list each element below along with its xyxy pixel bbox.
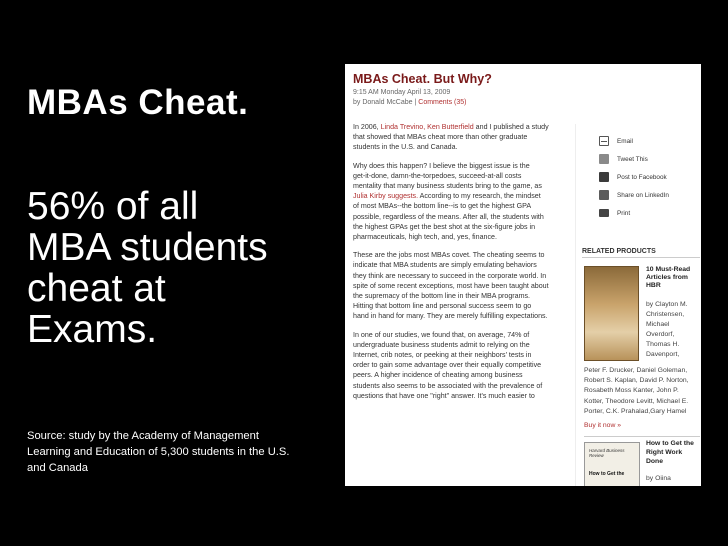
text-run: hand in hand for many. They are merely fulfilling expectations. [353,312,548,321]
stat-line: 56% of all [27,185,199,228]
stat-line: Exams. [27,308,158,351]
product-authors: by Oiina [646,475,671,482]
share-print[interactable] [599,204,699,222]
text-run: peers. A higher incidence of cheating among business [353,371,523,380]
author-line: Thomas H. [646,341,680,348]
text-run: and I published a study [473,123,549,131]
product-title[interactable] [646,439,700,466]
title-line: 10 Must-Read [646,266,691,273]
column-divider [575,124,576,486]
stat-line: MBA students [27,226,268,269]
print-icon [599,209,609,217]
share-linkedin[interactable] [599,186,699,204]
product-authors [646,300,701,360]
author-line: Porter, C.K. Prahalad,Gary Hamel [584,407,687,415]
author-line: Peter F. Drucker, Daniel Goleman, [584,367,688,374]
title-line: Done [646,458,663,465]
text-run: indicate that MBA students are simply emulating behaviors [353,261,537,270]
book-cover-image[interactable] [584,442,640,486]
text-run: Hitting that bottom line and personal success seem to go [353,302,532,311]
author-line: by Clayton M. [646,301,688,308]
text-run: Internet, crib notes, or peeking at their neighbors' tests in [353,351,532,360]
source-line: and Canada [27,462,88,474]
text-run: mentality that many business students bring to the game, as [353,182,542,191]
byline-separator: | [414,99,417,106]
text-run: that showed that MBAs cheat more than other graduate [353,133,528,142]
text-run: the supremacy of the bottom line in their MBA programs. [353,292,531,301]
author-line: Michael [646,321,670,328]
related-heading: RELATED PRODUCTS [582,248,700,258]
author-line: Kotter, Theodore Levitt, Michael E. [584,397,689,405]
comments-link[interactable]: Comments (35) [418,99,467,106]
linkedin-icon [599,190,609,200]
article-title[interactable]: MBAs Cheat. But Why? [353,72,492,86]
text-run: In one of our studies, we found that, on average, 74% of [353,330,530,339]
cover-subtitle: How to Get the [589,471,625,477]
text-run: order to gain some advantage over their equally competitive [353,361,542,370]
slide-source [27,428,327,476]
article-paragraph [353,330,575,401]
share-email[interactable] [599,132,699,150]
author-line: Overdorf, [646,331,675,338]
share-toolbar [599,132,699,222]
slide-statistic [27,186,327,350]
twitter-icon [599,154,609,164]
article-paragraph [353,250,575,321]
share-label: Share on LinkedIn [617,191,669,199]
text-run: they think are necessary to succeed in the corporate world. In [353,271,547,280]
book-cover-image[interactable] [584,266,639,361]
article-byline [353,99,467,106]
share-label: Email [617,137,633,145]
product-divider [584,436,700,437]
text-run: possible, regardless of the means. After all, the students with [353,212,544,221]
share-facebook[interactable] [599,168,699,186]
title-line: HBR [646,282,661,289]
source-line: Learning and Education of 5,300 students in the U.S. [27,446,290,458]
author-line: Davenport, [646,351,680,358]
cover-label: Harvard Business Review [589,448,625,458]
share-label: Post to Facebook [617,173,667,181]
article-body [353,122,575,409]
author-line: Robert S. Kaplan, David P. Norton, [584,377,689,385]
text-run: students also seems to be associated with the prevalence of [353,381,543,390]
text-run: These are the jobs most MBAs covet. The cheating seems to [353,251,545,260]
author-line: Rosabeth Moss Kanter, John P. [584,387,679,395]
text-run: According to my research, the mindset [418,192,541,201]
text-run: the highest GPAs get the best shot at the six-figure jobs in [353,222,536,231]
share-twitter[interactable] [599,150,699,168]
author-line: Christensen, [646,311,685,318]
inline-link[interactable]: Linda Trevino, Ken Butterfield [380,123,474,131]
text-run: of most MBAs--the bottom line--is to get the highest GPA [353,202,532,211]
related-products [582,248,700,482]
byline-author: by Donald McCabe [353,99,413,106]
article-paragraph [353,122,575,153]
share-label: Tweet This [617,155,648,163]
facebook-icon [599,172,609,182]
text-run: get-it-done, damn-the-torpedoes, succeed-at-all costs [353,171,522,180]
text-run: pharmaceuticals, high tech, and, yes, finance. [353,233,497,242]
title-line: Articles from [646,274,688,281]
buy-now-link[interactable]: Buy it now » [584,422,622,429]
stat-line: cheat at [27,267,166,310]
article-dateline: 9:15 AM Monday April 13, 2009 [353,89,451,96]
text-run: spite of some recent exceptions, most have been taught about [353,281,549,290]
article-screenshot [345,64,701,486]
title-line: Right Work [646,449,683,456]
text-run: In 2006, [353,123,381,131]
text-run: undergraduate business students admit to relying on the [353,340,530,349]
article-paragraph [353,161,575,243]
product-title[interactable] [646,266,701,290]
source-line: Source: study by the Academy of Management [27,430,259,442]
slide-headline: MBAs Cheat. [27,83,249,122]
inline-link[interactable]: Julia Kirby suggests. [353,192,419,201]
text-run: Why does this happen? I believe the biggest issue is the [353,161,530,170]
text-run: questions that have one "right" answer. It's much easier to [353,391,535,400]
title-line: How to Get the [646,440,694,447]
share-label: Print [617,209,631,217]
text-run: students in the U.S. and Canada. [353,143,458,152]
email-icon [599,136,609,146]
product-authors-more [584,366,701,417]
